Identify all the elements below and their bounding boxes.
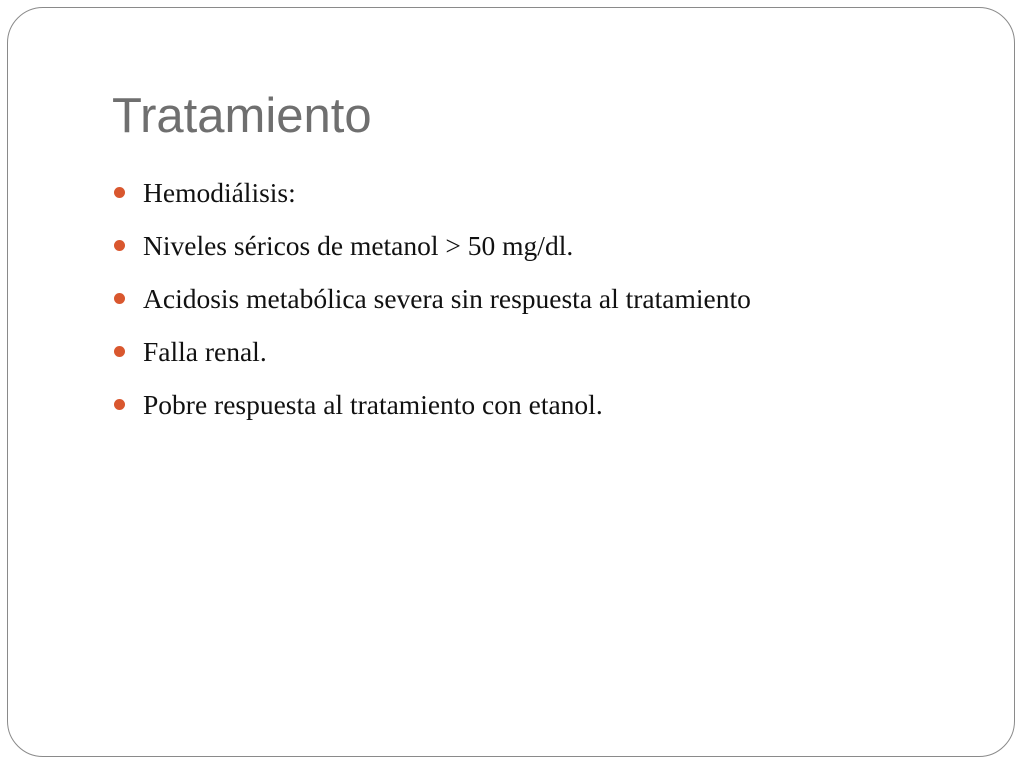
list-item — [114, 166, 751, 219]
bullet-text: Acidosis metabólica severa sin respuesta al tratamiento — [143, 282, 751, 314]
slide-title: Tratamiento — [112, 89, 372, 143]
bullet-dot-icon — [114, 240, 125, 251]
bullet-dot-icon — [114, 293, 125, 304]
list-item — [114, 378, 751, 431]
list-item — [114, 272, 751, 325]
bullet-text: Falla renal. — [143, 335, 267, 367]
bullet-dot-icon — [114, 346, 125, 357]
bullet-dot-icon — [114, 187, 125, 198]
bullet-dot-icon — [114, 399, 125, 410]
bullet-text: Pobre respuesta al tratamiento con etanol. — [143, 388, 603, 420]
bullet-text: Hemodiálisis: — [143, 176, 296, 208]
list-item — [114, 219, 751, 272]
bullet-text: Niveles séricos de metanol > 50 mg/dl. — [143, 229, 574, 261]
list-item — [114, 325, 751, 378]
bullet-list — [114, 166, 751, 431]
